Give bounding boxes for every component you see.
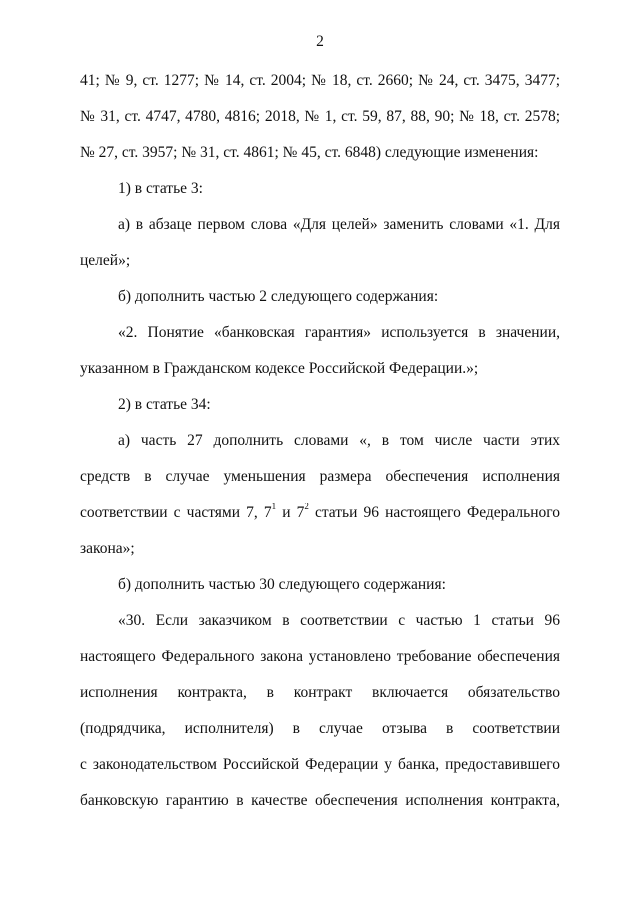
superscript-1: 1 [271, 503, 277, 511]
text-line-11: а) часть 27 дополнить словами «, в том числе части этих [118, 432, 560, 449]
text-line-12: средств в случае уменьшения размера обеспечения исполнения [80, 468, 560, 485]
text-line-1: 41; № 9, ст. 1277; № 14, ст. 2004; № 18, ст. 2660; № 24, ст. 3475, 3477; [80, 72, 560, 89]
text-line-14: закона»; [80, 540, 135, 557]
text-line-5: а) в абзаце первом слова «Для целей» заменить словами «1. Для [118, 216, 560, 233]
text-line-8: «2. Понятие «банковская гарантия» используется в значении, [118, 324, 560, 341]
text-line-17: настоящего Федерального закона установлено требование обеспечения [80, 648, 560, 665]
text-line-15: б) дополнить частью 30 следующего содержания: [118, 576, 446, 593]
text-line-20: с законодательством Российской Федерации у банка, предоставившего [80, 756, 560, 773]
text-line-9: указанном в Гражданском кодексе Российской Федерации.»; [80, 360, 479, 377]
superscript-2: 2 [304, 503, 309, 511]
text-line-6: целей»; [80, 252, 131, 269]
text-line-7: б) дополнить частью 2 следующего содержания: [118, 288, 439, 305]
text-line-19: (подрядчика, исполнителя) в случае отзыва в соответствии [80, 720, 560, 737]
text-line-3: № 27, ст. 3957; № 31, ст. 4861; № 45, ст. 6848) следующие изменения: [80, 144, 539, 161]
page-number: 2 [316, 33, 324, 50]
text-line-13-part-1: соответствии с частями 7, 7 [80, 504, 272, 521]
text-line-16: «30. Если заказчиком в соответствии с частью 1 статьи 96 [118, 612, 560, 629]
text-line-13-part-3: статьи 96 настоящего Федерального [308, 504, 560, 521]
text-line-18: исполнения контракта, в контракт включается обязательство [80, 684, 560, 701]
text-line-13-part-2: и 7 [276, 504, 305, 521]
text-line-13 [80, 503, 560, 523]
item-1-heading: 1) в статье 3: [118, 180, 203, 197]
text-line-2: № 31, ст. 4747, 4780, 4816; 2018, № 1, ст. 59, 87, 88, 90; № 18, ст. 2578; [80, 108, 560, 125]
text-line-21: банковскую гарантию в качестве обеспечения исполнения контракта, [80, 792, 560, 809]
item-2-heading: 2) в статье 34: [118, 396, 211, 413]
